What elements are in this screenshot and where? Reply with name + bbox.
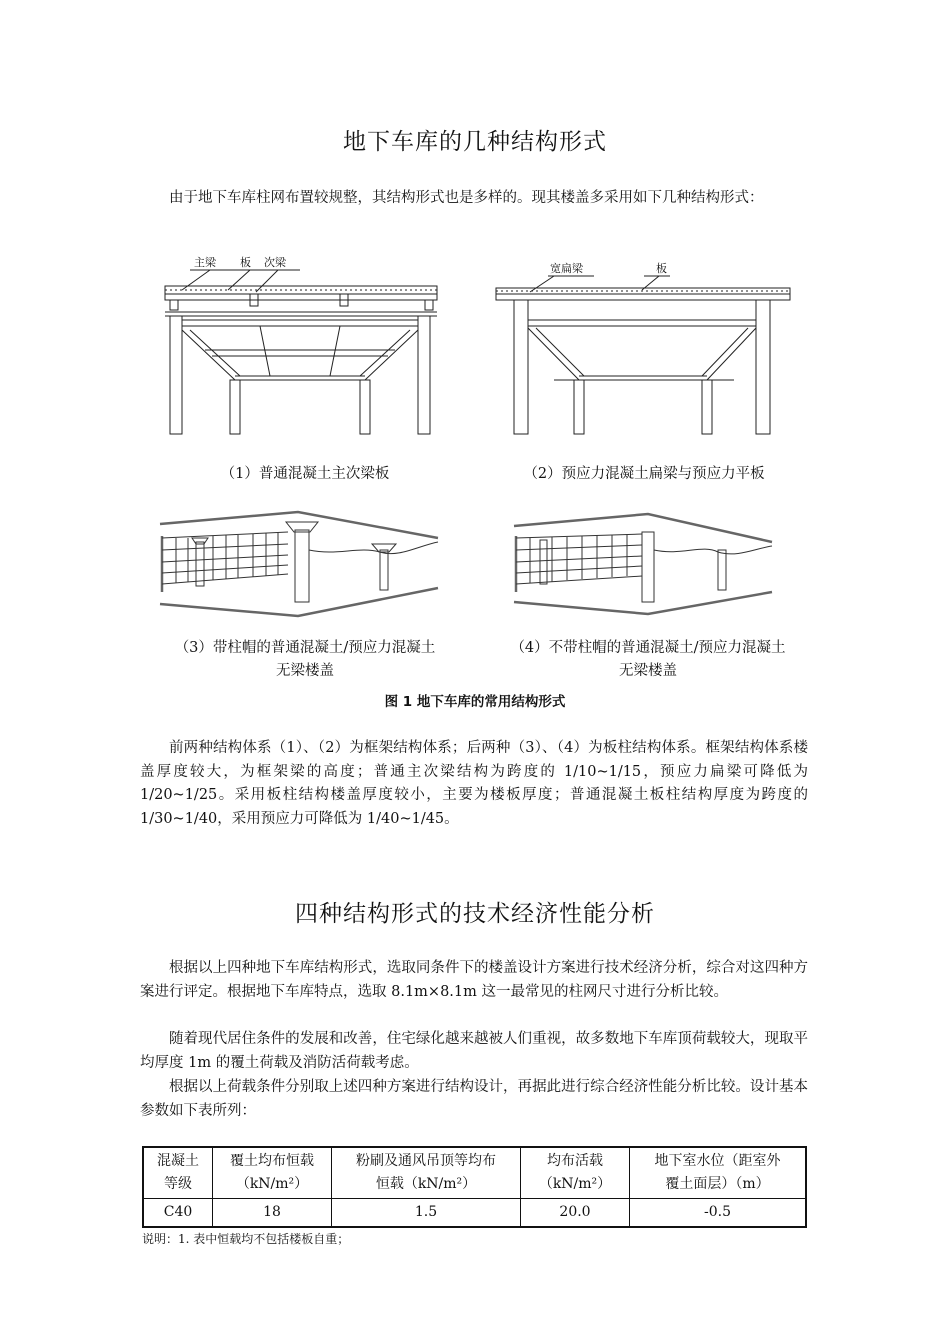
- table-header-cell: 地下室水位（距室外 覆土面层）（m）: [630, 1147, 807, 1199]
- table-header-cell: 均布活载 （kN/m²）: [521, 1147, 630, 1199]
- section2-paragraph-3: 根据以上荷载条件分别取上述四种方案进行结构设计，再据此进行综合经济性能分析比较。设计基本参数如下表所列：: [140, 1079, 808, 1119]
- table-cell: 20.0: [521, 1199, 630, 1228]
- table-cell: 18: [213, 1199, 332, 1228]
- section-title-2: 四种结构形式的技术经济性能分析: [295, 901, 655, 927]
- figure-caption-4-line1: （4）不带柱帽的普通混凝土/预应力混凝土: [510, 640, 786, 656]
- fig1-label-slab: 板: [240, 256, 251, 269]
- fig2-label-slab: 板: [656, 262, 667, 275]
- figure-1-drawing: [160, 250, 450, 440]
- table-cell: 1.5: [332, 1199, 521, 1228]
- fig1-label-main-beam: 主梁: [194, 256, 216, 269]
- fig1-label-secondary-beam: 次梁: [264, 256, 286, 269]
- figure-3-drawing: [158, 510, 440, 620]
- intro-paragraph: 由于地下车库柱网布置较规整，其结构形式也是多样的。现其楼盖多采用如下几种结构形式：: [169, 190, 764, 206]
- section-title-1: 地下车库的几种结构形式: [343, 129, 607, 155]
- figure-caption-2: （2）预应力混凝土扁梁与预应力平板: [523, 466, 765, 482]
- table-cell: C40: [143, 1199, 213, 1228]
- figure-4-drawing: [512, 510, 774, 620]
- figure-caption-4: [478, 637, 818, 683]
- figure-caption-3-line1: （3）带柱帽的普通混凝土/预应力混凝土: [174, 640, 436, 656]
- figure-caption-1: （1）普通混凝土主次梁板: [220, 466, 390, 482]
- section2-paragraph-1: 根据以上四种地下车库结构形式，选取同条件下的楼盖设计方案进行技术经济分析，综合对这四种方案进行评定。根据地下车库特点，选取 8.1m×8.1m 这一最常见的柱网尺寸进行分析比较。: [140, 960, 808, 1000]
- table-header-row: [143, 1147, 806, 1199]
- figure-caption-4-line2: 无梁楼盖: [619, 663, 677, 679]
- table-header-cell: 粉刷及通风吊顶等均布 恒载（kN/m²）: [332, 1147, 521, 1199]
- figure-2-drawing: [494, 256, 794, 440]
- table-cell: -0.5: [630, 1199, 807, 1228]
- design-parameters-table: [142, 1146, 807, 1228]
- table-note: 说明：1. 表中恒载均不包括楼板自重；: [142, 1232, 350, 1246]
- body-paragraph-1: 前两种结构体系（1）、（2）为框架结构体系；后两种（3）、（4）为板柱结构体系。框架结构体系楼盖厚度较大，为框架梁的高度；普通主次梁结构为跨度的 1/10~1/15，预应力扁梁可降低为 1/20~1/25。采用板柱结构楼盖厚度较小，主要为楼板厚度；普通混凝土板柱结构厚度为跨度的 1/30~1/40，采用预应力可降低为 1/40~1/45。: [140, 740, 808, 827]
- figure-caption-3-line2: 无梁楼盖: [276, 663, 334, 679]
- table-row: [143, 1199, 806, 1228]
- table-header-cell: 混凝土 等级: [143, 1147, 213, 1199]
- section2-paragraph-2: 随着现代居住条件的发展和改善，住宅绿化越来越被人们重视，故多数地下车库顶荷载较大，现取平均厚度 1m 的覆土荷载及消防活荷载考虑。: [140, 1031, 808, 1071]
- fig2-label-wide-flat-beam: 宽扁梁: [550, 262, 583, 275]
- figure-main-caption: 图 1 地下车库的常用结构形式: [384, 694, 566, 710]
- figure-caption-3: [140, 637, 470, 683]
- table-header-cell: 覆土均布恒载 （kN/m²）: [213, 1147, 332, 1199]
